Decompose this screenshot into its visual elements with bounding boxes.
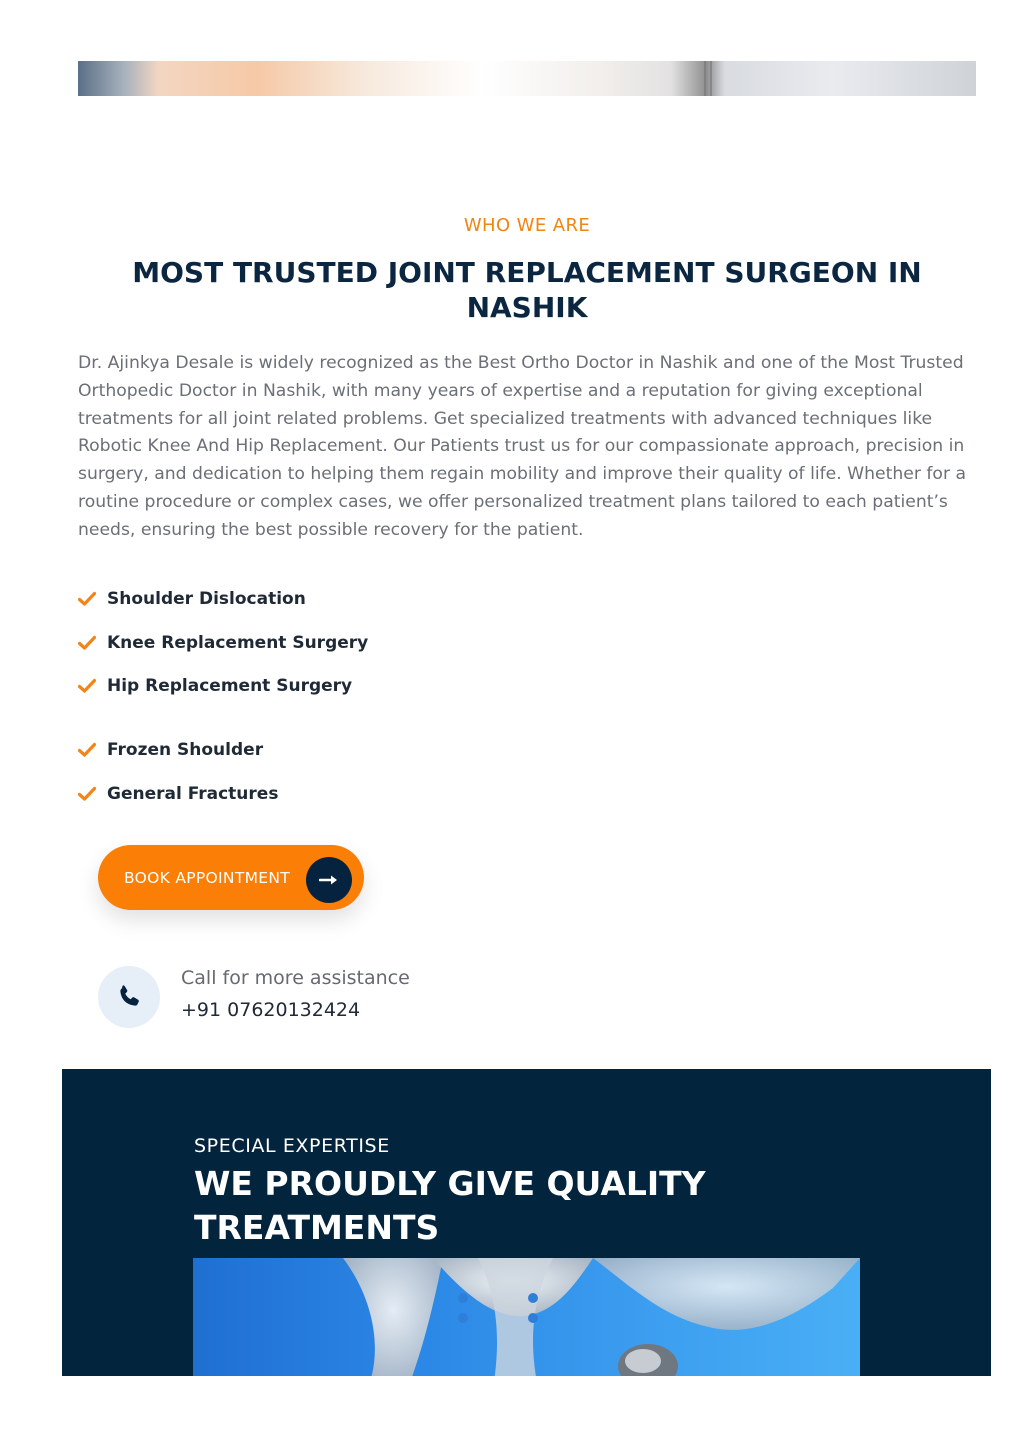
feature-label: Shoulder Dislocation xyxy=(107,589,306,609)
call-label: Call for more assistance xyxy=(181,967,410,989)
hero-image-strip xyxy=(78,61,976,96)
feature-item xyxy=(78,673,368,699)
book-appointment-label: BOOK APPOINTMENT xyxy=(124,868,291,887)
about-eyebrow: WHO WE ARE xyxy=(463,215,591,236)
feature-item xyxy=(78,737,368,763)
check-icon xyxy=(78,742,96,758)
expertise-section xyxy=(62,1069,991,1376)
feature-label: Hip Replacement Surgery xyxy=(107,676,353,696)
feature-list xyxy=(78,586,368,807)
expertise-title: WE PROUDLY GIVE QUALITY TREATMENTS xyxy=(194,1164,706,1247)
book-appointment-button[interactable] xyxy=(98,845,364,910)
feature-label: Frozen Shoulder xyxy=(107,740,264,760)
check-icon xyxy=(78,786,96,802)
expertise-eyebrow: SPECIAL EXPERTISE xyxy=(194,1135,390,1157)
arrow-right-icon xyxy=(306,857,352,903)
feature-label: General Fractures xyxy=(107,784,279,804)
feature-item xyxy=(78,586,368,612)
hip-implant-image xyxy=(193,1258,860,1376)
about-description: Dr. Ajinkya Desale is widely recognized as the Best Ortho Doctor in Nashik and one of the Most Trusted Orthopedic Doctor in Nashik, with many years of expertise and a reputation for giving exceptional treatments for all joint related problems. Get specialized treatments with advanced techniques like Robotic Knee And Hip Replacement. Our Patients trust us for our compassionate approach, precision in surgery, and dedication to helping them regain mobility and improve their quality of life. Whether for a routine procedure or complex cases, we offer personalized treatment plans tailored to each patient’s needs, ensuring the best possible recovery for the patient. xyxy=(78,353,967,540)
about-title: MOST TRUSTED JOINT REPLACEMENT SURGEON IN NASHIK xyxy=(132,256,922,324)
check-icon xyxy=(78,678,96,694)
call-number[interactable]: +91 07620132424 xyxy=(181,999,361,1021)
check-icon xyxy=(78,591,96,607)
feature-label: Knee Replacement Surgery xyxy=(107,633,369,653)
feature-item xyxy=(78,781,368,807)
phone-icon[interactable] xyxy=(98,966,160,1028)
feature-item xyxy=(78,630,368,656)
check-icon xyxy=(78,635,96,651)
